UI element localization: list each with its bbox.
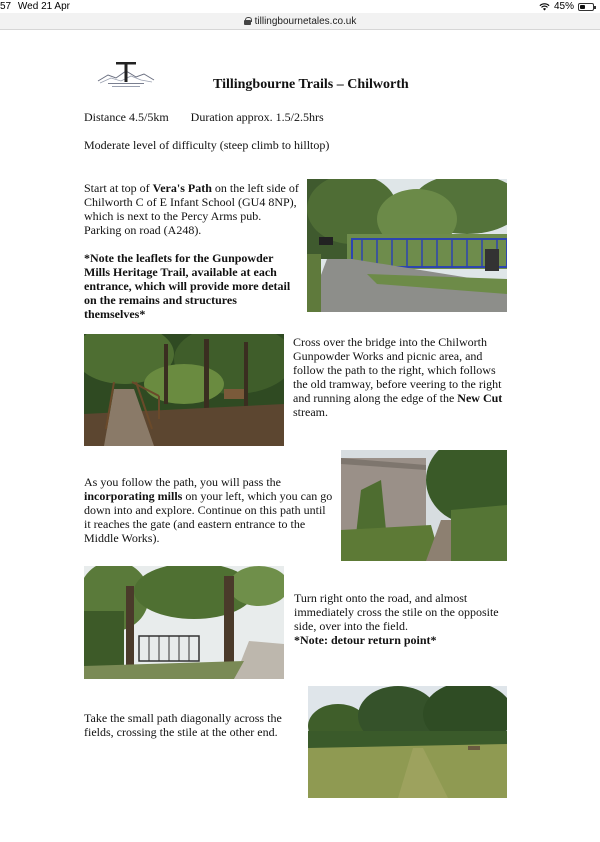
status-bar [0,0,600,14]
section-2-text [293,335,505,419]
section-5-text [84,711,294,739]
photo-veras-path [307,179,507,312]
section-4-body: Turn right onto the road, and almost immediately cross the stile on the opposite side, over into the field. [294,591,499,633]
section-3-rest: on your left, which you can go down into and explore. Continue on this path until it reaches the gate (and eastern entrance to the Middle Works). [84,489,333,545]
section-1-start: Start at top of [84,181,153,195]
section-1-rest: on the left side of Chilworth C of E Infant School (GU4 8NP), which is next to the Percy Arms pub. Parking on road (A248). [84,181,299,237]
trail-duration: Duration approx. 1.5/2.5hrs [190,110,324,124]
status-time: 57 [0,1,12,12]
section-1-body [84,181,299,237]
section-5-body: Take the small path diagonally across the fields, crossing the stile at the other end. [84,711,282,739]
incorporating-mills-label: incorporating mills [84,489,183,503]
tillingbourne-tales-logo [96,59,156,89]
photo-road-gate [84,566,284,679]
trail-meta [84,110,324,125]
page-title: Tillingbourne Trails – Chilworth [213,77,409,92]
battery-percent: 45% [553,1,574,12]
photo-bridge [84,334,284,446]
trail-difficulty: Moderate level of difficulty (steep climb to hilltop) [84,138,330,152]
document-page [0,31,600,842]
wifi-icon [539,3,550,11]
url-text[interactable]: tillingbournetales.co.uk [254,15,357,27]
section-3-start: As you follow the path, you will pass the [84,475,281,489]
battery-fill [580,5,585,9]
section-4-note: *Note: detour return point* [294,633,437,647]
photo-incorporating-mills [341,450,507,561]
status-date: Wed 21 Apr [17,1,70,12]
status-right [539,1,594,12]
lock-icon [244,17,251,25]
veras-path-label: Vera's Path [152,181,212,195]
section-1-note: *Note the leaflets for the Gunpowder Mills Heritage Trail, available at each entrance, which will provide more detail on the remains and structures themselves* [84,251,291,321]
photo-field [308,686,507,798]
trail-distance: Distance 4.5/5km [84,110,169,124]
battery-icon [578,3,594,11]
new-cut-label: New Cut [457,391,503,405]
address-bar[interactable] [0,13,600,30]
status-left [0,1,70,12]
section-2-start: Cross over the bridge into the Chilworth Gunpowder Works and picnic area, and follow the path to the right, which follows the old tramway, before veering to the right and running along the edge of the [293,335,502,405]
section-2-rest: stream. [293,405,328,419]
section-1-text [84,181,299,321]
section-3-text [84,475,334,545]
section-4-text [294,591,509,647]
